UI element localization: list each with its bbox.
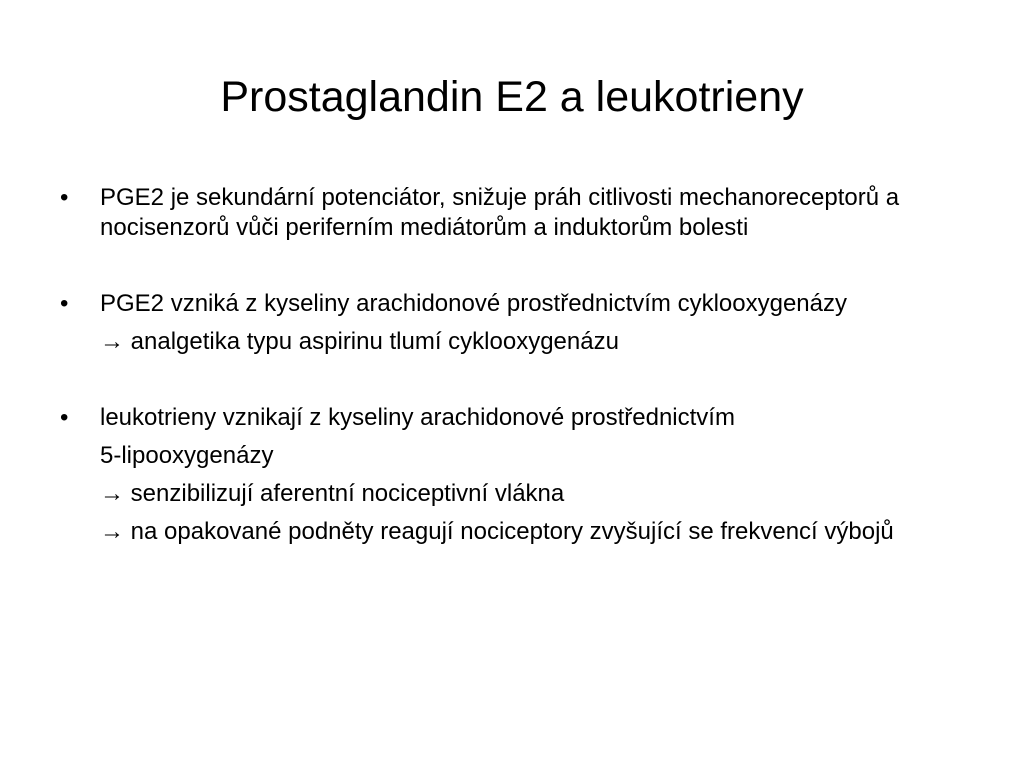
bullet-item-3	[60, 403, 980, 547]
bullet-subline: → senzibilizují aferentní nociceptivní vlákna	[100, 480, 565, 507]
slide-body	[60, 183, 980, 547]
bullet-text: PGE2 vzniká z kyseliny arachidonové prostřednictvím cyklooxygenázy	[100, 290, 847, 317]
bullet-text: leukotrieny vznikají z kyseliny arachidonové prostřednictvím	[100, 404, 735, 431]
spacer	[60, 357, 980, 403]
bullet-subline: → analgetika typu aspirinu tlumí cyklooxygenázu	[100, 328, 619, 355]
bullet-subline: → na opakované podněty reagují nociceptory zvyšující se frekvencí výbojů	[100, 518, 894, 545]
bullet-item-2	[60, 289, 980, 357]
slide-title: Prostaglandin E2 a leukotrieny	[220, 73, 804, 121]
spacer	[60, 243, 980, 289]
bullet-dot: •	[60, 404, 69, 431]
bullet-dot: •	[60, 290, 69, 317]
bullet-text: PGE2 je sekundární potenciátor, snižuje práh citlivosti mechanoreceptorů a nocisenzorů vůči periferním mediátorům a induktorům bolesti	[100, 184, 900, 241]
bullet-item-1	[60, 183, 980, 243]
bullet-subline: 5-lipooxygenázy	[100, 442, 274, 469]
bullet-dot: •	[60, 184, 69, 211]
